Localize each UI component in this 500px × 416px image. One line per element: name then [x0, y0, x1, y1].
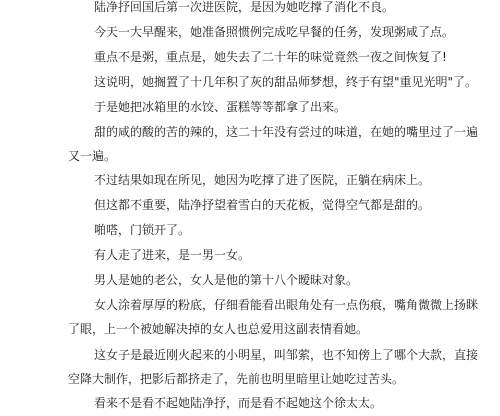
paragraph [68, 20, 455, 44]
paragraph [68, 343, 479, 391]
text-line: 又一遍。 [68, 149, 117, 163]
text-line: 今天一大早醒来，她准备照惯例完成吃早餐的任务，发现粥咸了点。 [94, 25, 455, 39]
text-line: 这说明，她搁置了十几年积了灰的甜品师梦想，终于有望"重见光明"了。 [94, 75, 478, 89]
text-line: 女人涂着厚厚的粉底，仔细看能看出眼角处有一点伤痕，嘴角微微上扬眯 [94, 298, 479, 312]
paragraph [68, 95, 448, 119]
paragraph [68, 218, 448, 242]
text-line: 看来不是看不起她陆净抒，而是看不起她这个徐太太。 [94, 396, 383, 410]
text-line: 有人走了进来，是一男一女。 [94, 248, 251, 262]
paragraph [68, 293, 479, 341]
text-line: 啪嗒，门锁开了。 [94, 223, 191, 237]
text-line: 重点不是粥，重点是，她失去了二十年的味觉竟然一夜之间恢复了! [94, 50, 447, 64]
text-line: 这女子是最近刚火起来的小明星，叫邹萦，也不知傍上了哪个大款，直接 [94, 348, 479, 362]
paragraph [68, 168, 448, 192]
text-line: 不过结果如现在所见，她因为吃撑了进了医院，正躺在病床上。 [94, 173, 431, 187]
paragraph [68, 45, 448, 69]
text-line: 了眼，上一个被她解决掉的女人也总爱用这副表情看她。 [68, 322, 369, 336]
text-line: 陆净抒回国后第一次进医院，是因为她吃撑了消化不良。 [94, 0, 395, 14]
paragraph [68, 0, 448, 19]
paragraph [68, 268, 448, 292]
text-line: 甜的咸的酸的苦的辣的，这二十年没有尝过的味道，在她的嘴里过了一遍 [94, 125, 479, 139]
paragraph [68, 120, 479, 168]
text-line: 于是她把冰箱里的水饺、蛋糕等等都拿了出来。 [94, 100, 347, 114]
text-line: 但这都不重要，陆净抒望着雪白的天花板，觉得空气都是甜的。 [94, 198, 431, 212]
paragraph [68, 243, 448, 267]
paragraph [68, 70, 478, 94]
paragraph [68, 193, 448, 217]
text-line: 空降大制作，把影后都挤走了，先前也明里暗里让她吃过苦头。 [68, 372, 405, 386]
text-line: 男人是她的老公，女人是他的第十八个暧昧对象。 [94, 273, 359, 287]
paragraph [68, 391, 448, 415]
